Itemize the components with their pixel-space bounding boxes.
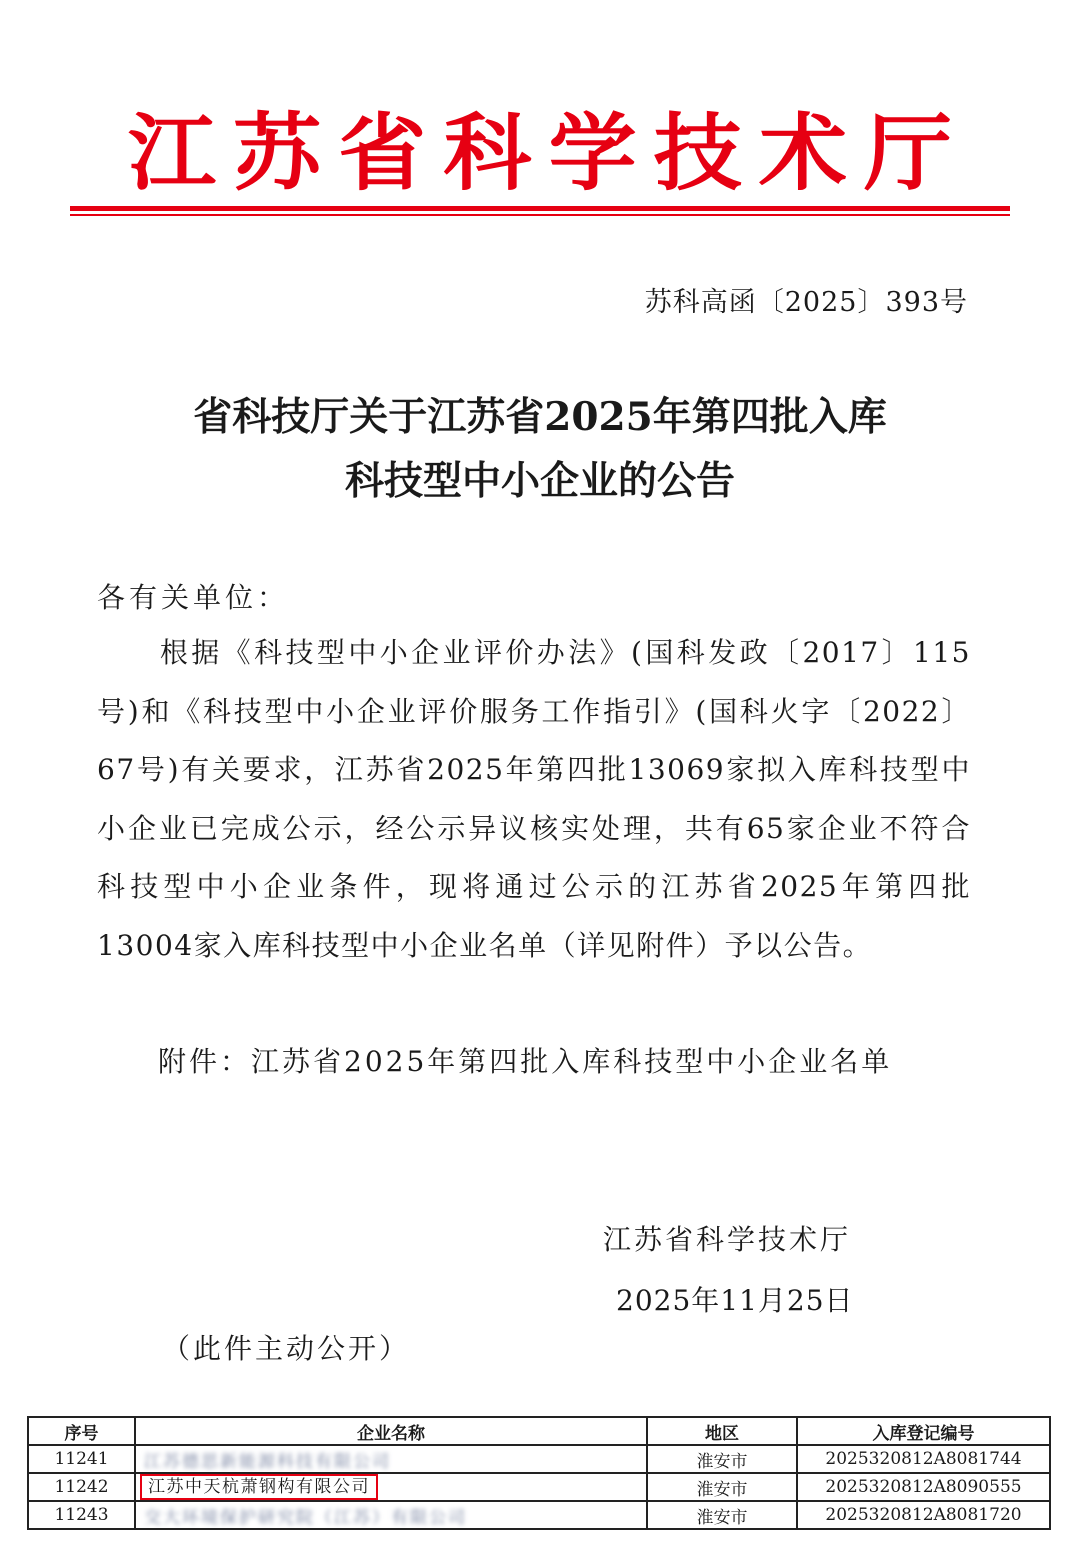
row-number: 11243 [28,1501,135,1529]
region: 淮安市 [647,1501,797,1529]
masthead-char: 科 [443,104,532,203]
enterprise-name-highlighted: 江苏中天杭萧钢构有限公司 [140,1474,378,1500]
table-row [28,1445,1050,1473]
issuer-masthead [70,92,1010,202]
table-row [28,1473,1050,1501]
region: 淮安市 [647,1473,797,1501]
body-paragraph [97,624,971,975]
masthead-divider-thin [70,214,1010,216]
row-number: 11242 [28,1473,135,1501]
table-header-row [28,1417,1050,1445]
enterprise-name-blurred: 江苏德思新能源科技有限公司 [144,1451,391,1472]
registration-code: 2025320812A8081720 [797,1501,1050,1529]
column-header: 序号 [28,1417,135,1445]
salutation: 各有关单位： [97,581,290,614]
attachment-note: 附件：江苏省2025年第四批入库科技型中小企业名单 [158,1045,893,1078]
registration-code: 2025320812A8081744 [797,1445,1050,1473]
issue-date: 2025年11月25日 [616,1284,854,1317]
public-note: （此件主动公开） [162,1332,411,1365]
masthead-char: 厅 [863,104,952,203]
table-row [28,1501,1050,1529]
masthead-divider-thick [70,206,1010,211]
column-header: 入库登记编号 [797,1417,1050,1445]
masthead-char: 省 [338,104,427,203]
enterprise-list-table [27,1416,1051,1530]
title-line-1: 省科技厅关于江苏省2025年第四批入库 [193,394,887,440]
column-header: 企业名称 [135,1417,647,1445]
region: 淮安市 [647,1445,797,1473]
body-line: 根据《科技型中小企业评价办法》(国科发政〔2017〕115 [97,636,971,669]
column-header: 地区 [647,1417,797,1445]
masthead-char: 江 [128,104,217,203]
masthead-char: 术 [758,104,847,203]
body-line: 号)和《科技型中小企业评价服务工作指引》(国科火字〔2022〕 [97,694,971,728]
body-line: 67号)有关要求，江苏省2025年第四批13069家拟入库科技型中 [97,753,971,786]
enterprise-name [135,1445,647,1473]
registration-code: 2025320812A8090555 [797,1473,1050,1501]
enterprise-name [135,1473,647,1501]
masthead-char: 苏 [233,104,322,203]
body-line: 13004家入库科技型中小企业名单（详见附件）予以公告。 [97,928,873,962]
body-line: 小企业已完成公示，经公示异议核实处理，共有65家企业不符合 [97,811,971,845]
enterprise-name-blurred: 交大环境保护研究院（江苏）有限公司 [144,1507,467,1528]
enterprise-name [135,1501,647,1529]
signer: 江苏省科学技术厅 [603,1223,852,1256]
document-title [0,385,1080,513]
masthead-char: 学 [548,104,637,203]
title-line-2: 科技型中小企业的公告 [344,458,735,504]
document-number: 苏科高函〔2025〕393号 [644,287,968,318]
body-line: 科技型中小企业条件，现将通过公示的江苏省2025年第四批 [97,870,971,903]
masthead-char: 技 [653,104,742,203]
row-number: 11241 [28,1445,135,1473]
